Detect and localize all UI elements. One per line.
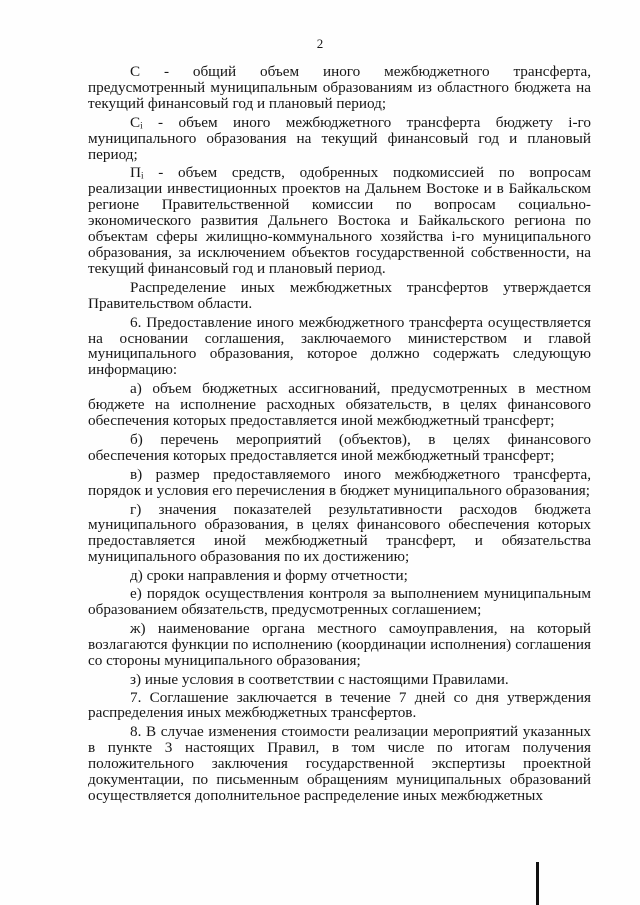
margin-mark: [536, 862, 539, 905]
paragraph-item-6e: е) порядок осуществления контроля за выполнением муниципальным образованием обязательств, предусмотренных соглашением;: [88, 585, 591, 618]
paragraph-item-6g: г) значения показателей результативности расходов бюджета муниципального образования, в целях финансового обеспечения которых предоставляется иной межбюджетный трансферт, и обязательства муниципального образования по их достижению;: [88, 500, 591, 566]
paragraph-item-6d: д) сроки направления и форму отчетности;: [130, 567, 408, 585]
paragraph-c-definition: С - общий объем иного межбюджетного трансферта, предусмотренный муниципальным образованиям из областного бюджета на текущий финансовый год и плановый период;: [88, 63, 591, 112]
paragraph-pi-definition: Пᵢ - объем средств, одобренных подкомиссией по вопросам реализации инвестиционных проектов на Дальнем Востоке и в Байкальском регионе Правительственной комиссии по вопросам социально-экономического развития Дальнего Востока и Байкальского региона по объектам сферы жилищно-коммунального хозяйства i-го муниципального образования, за исключением объектов государственной собственности, на текущий финансовый год и плановый период.: [88, 164, 591, 277]
page-number: 2: [316, 36, 324, 51]
paragraph-ci-definition: Сᵢ - объем иного межбюджетного трансферта бюджету i-го муниципального образования на текущий финансовый год и плановый период;: [88, 113, 591, 163]
paragraph-item-6zh: ж) наименование органа местного самоуправления, на который возлагаются функции по исполнению (координации исполнения) соглашения со стороны муниципального образования;: [88, 619, 591, 669]
paragraph-item-6: 6. Предоставление иного межбюджетного трансферта осуществляется на основании соглашения, заключаемого министерством и главой муниципального образования, которое должно содержать следующую информацию:: [88, 313, 591, 379]
document-body: [88, 64, 591, 807]
paragraph-item-6v: в) размер предоставляемого иного межбюджетного трансферта, порядок и условия его перечисления в бюджет муниципального образования;: [88, 465, 591, 499]
paragraph-item-7: 7. Соглашение заключается в течение 7 дней со дня утверждения распределения иных межбюджетных трансфертов.: [88, 688, 591, 722]
paragraph-distribution-approval: Распределение иных межбюджетных трансфертов утверждается Правительством области.: [88, 278, 591, 312]
paragraph-item-6b: б) перечень мероприятий (объектов), в целях финансового обеспечения которых предоставляется иной межбюджетный трансферт;: [88, 430, 591, 464]
paragraph-item-8: 8. В случае изменения стоимости реализации мероприятий указанных в пункте 3 настоящих Правил, в том числе по итогам получения положительного заключения государственной экспертизы проектной документации, по письменным обращениям муниципальных образований осуществляется дополнительное распределение иных межбюджетных: [88, 723, 591, 804]
paragraph-item-6a: а) объем бюджетных ассигнований, предусмотренных в местном бюджете на исполнение расходных обязательств, в целях финансового обеспечения которых предоставляется иной межбюджетный трансферт;: [88, 380, 591, 430]
paragraph-item-6z: з) иные условия в соответствии с настоящими Правилами.: [130, 670, 509, 688]
